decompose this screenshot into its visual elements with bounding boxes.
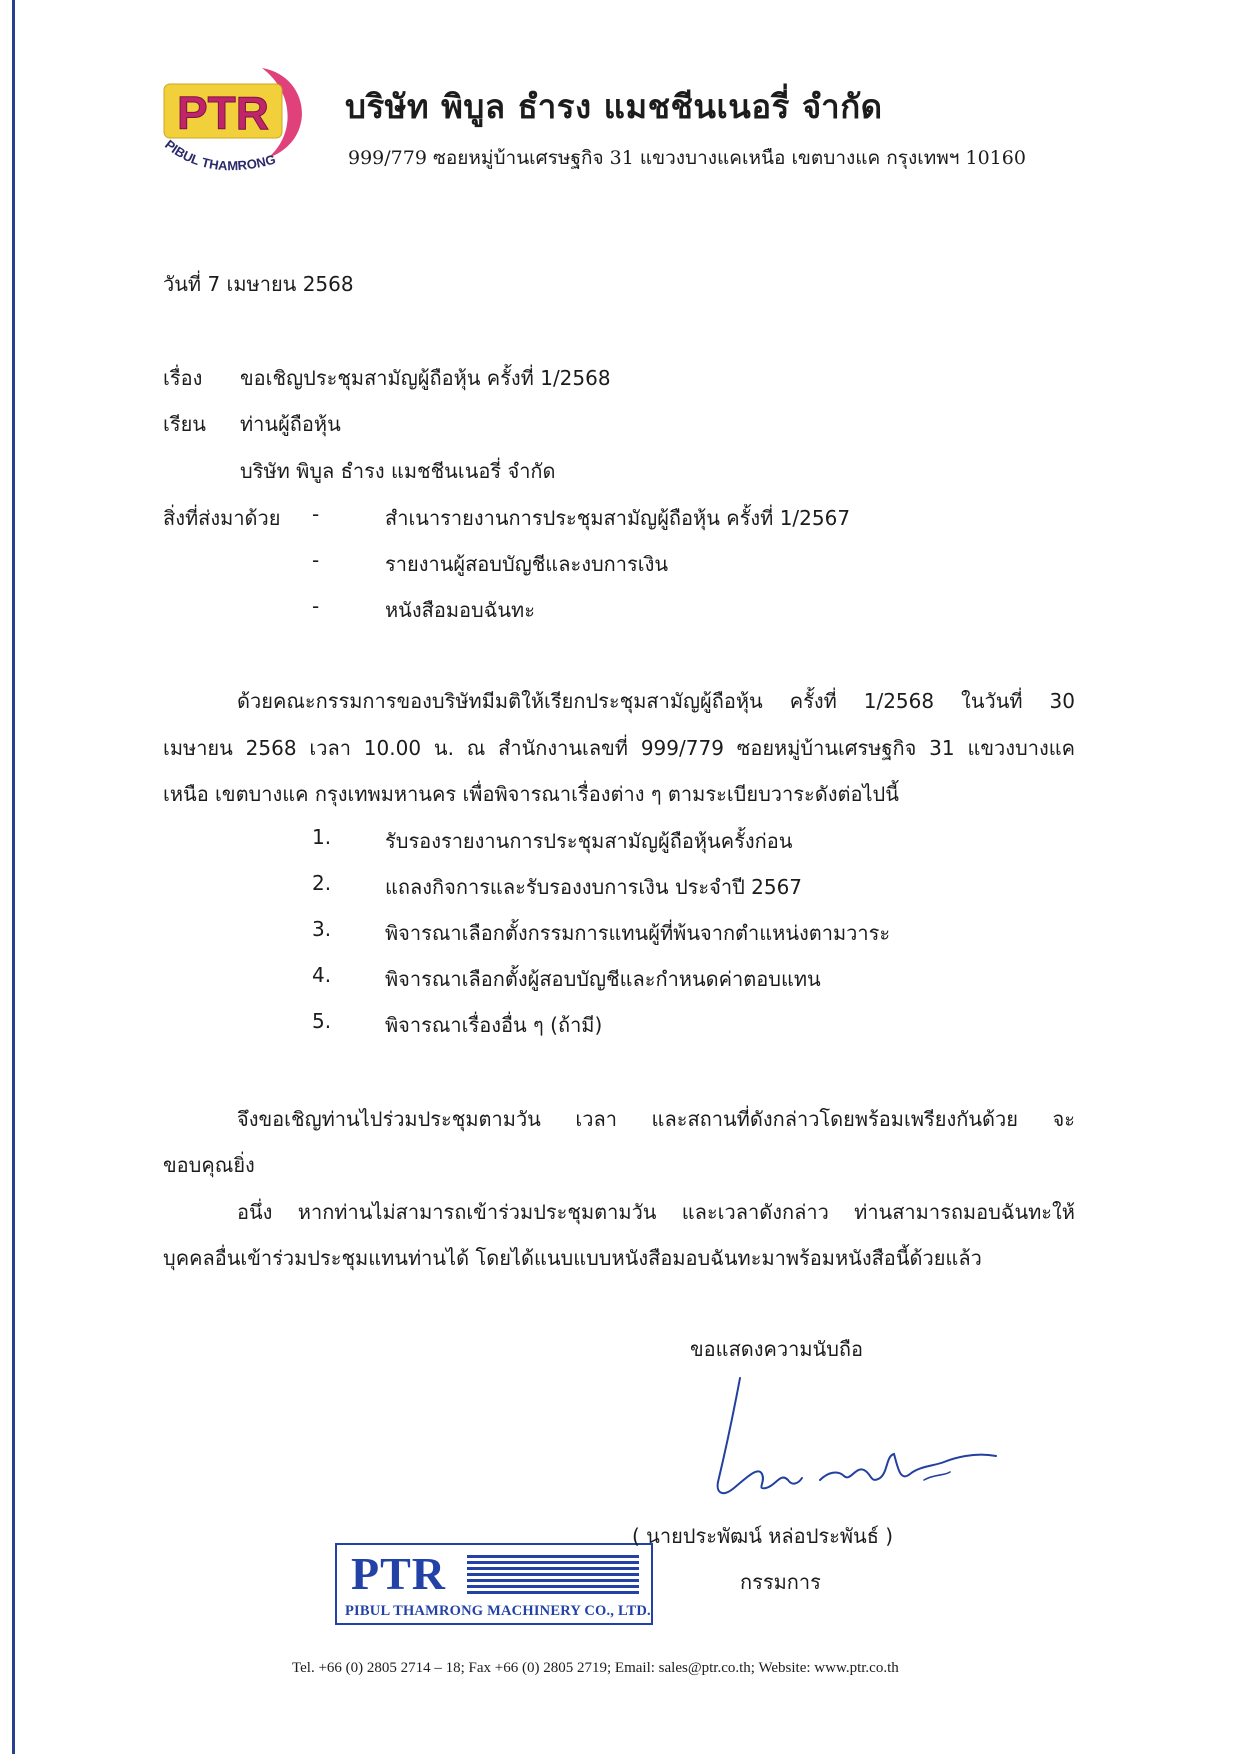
stamp-subtitle: PIBUL THAMRONG MACHINERY CO., LTD.	[345, 1603, 651, 1619]
signatory-name: ( นายประพัฒน์ หล่อประพันธ์ )	[632, 1524, 894, 1548]
stamp-title: PTR	[351, 1548, 446, 1599]
enclosure-item: รายงานผู้สอบบัญชีและงบการเงิน	[385, 552, 669, 576]
paragraph-line: เมษายน 2568 เวลา 10.00 น. ณ สำนักงานเลขที่ 999/779 ซอยหมู่บ้านเศรษฐกิจ 31 แขวงบางแค	[163, 736, 1075, 760]
paragraph-line: ขอบคุณยิ่ง	[163, 1153, 255, 1177]
stamp-stripes	[467, 1555, 639, 1595]
company-logo	[150, 62, 320, 192]
company-address: 999/779 ซอยหมู่บ้านเศรษฐกิจ 31 แขวงบางแคเหนือ เขตบางแค กรุงเทพฯ 10160	[348, 147, 1026, 169]
agenda-item: รับรองรายงานการประชุมสามัญผู้ถือหุ้นครั้งก่อน	[385, 829, 793, 853]
enclosure-item: สำเนารายงานการประชุมสามัญผู้ถือหุ้น ครั้งที่ 1/2567	[385, 506, 851, 530]
enclosure-bullet: -	[312, 502, 320, 526]
agenda-number: 2.	[312, 871, 332, 895]
recipient-line1: ท่านผู้ถือหุ้น	[240, 412, 341, 436]
letter-date: วันที่ 7 เมษายน 2568	[163, 272, 354, 296]
footer-contact: Tel. +66 (0) 2805 2714 – 18; Fax +66 (0) 2805 2719; Email: sales@ptr.co.th; Website: www.ptr.co.th	[292, 1660, 899, 1676]
signatory-position: กรรมการ	[740, 1570, 821, 1594]
enclosure-item: หนังสือมอบฉันทะ	[385, 598, 535, 622]
agenda-item: พิจารณาเลือกตั้งผู้สอบบัญชีและกำหนดค่าตอบแทน	[385, 967, 821, 991]
agenda-number: 4.	[312, 963, 332, 987]
enclosure-bullet: -	[312, 548, 320, 572]
agenda-item: พิจารณาเลือกตั้งกรรมการแทนผู้ที่พ้นจากตำแหน่งตามวาระ	[385, 921, 891, 945]
agenda-number: 3.	[312, 917, 332, 941]
company-stamp	[335, 1543, 653, 1625]
paragraph-line: อนึ่ง หากท่านไม่สามารถเข้าร่วมประชุมตามวัน และเวลาดังกล่าว ท่านสามารถมอบฉันทะให้	[237, 1200, 1075, 1224]
recipient-label: เรียน	[163, 412, 206, 436]
paragraph-line: บุคคลอื่นเข้าร่วมประชุมแทนท่านได้ โดยได้แนบแบบหนังสือมอบฉันทะมาพร้อมหนังสือนี้ด้วยแล้ว	[163, 1246, 982, 1270]
paragraph-line: ด้วยคณะกรรมการของบริษัทมีมติให้เรียกประชุมสามัญผู้ถือหุ้น ครั้งที่ 1/2568 ในวันที่ 30	[237, 689, 1075, 713]
agenda-item: แถลงกิจการและรับรองงบการเงิน ประจำปี 2567	[385, 875, 803, 899]
left-edge-line	[12, 0, 15, 1754]
paragraph-line: เหนือ เขตบางแค กรุงเทพมหานคร เพื่อพิจารณาเรื่องต่าง ๆ ตามระเบียบวาระดังต่อไปนี้	[163, 782, 899, 806]
closing-text: ขอแสดงความนับถือ	[690, 1337, 864, 1361]
recipient-line2: บริษัท พิบูล ธำรง แมชชีนเนอรี่ จำกัด	[240, 459, 556, 483]
subject-label: เรื่อง	[163, 366, 203, 390]
agenda-number: 1.	[312, 825, 332, 849]
subject-text: ขอเชิญประชุมสามัญผู้ถือหุ้น ครั้งที่ 1/2568	[240, 366, 611, 390]
agenda-number: 5.	[312, 1009, 332, 1033]
paragraph-line: จึงขอเชิญท่านไปร่วมประชุมตามวัน เวลา และสถานที่ดังกล่าวโดยพร้อมเพรียงกันด้วย จะ	[237, 1107, 1075, 1131]
company-name: บริษัท พิบูล ธำรง แมชชีนเนอรี่ จำกัด	[345, 87, 883, 126]
logo-arc-text: PIBUL THAMRONG	[162, 136, 278, 174]
agenda-item: พิจารณาเรื่องอื่น ๆ (ถ้ามี)	[385, 1013, 603, 1037]
logo-ptr-text: PTR	[177, 87, 269, 139]
enclosure-bullet: -	[312, 594, 320, 618]
enclosures-label: สิ่งที่ส่งมาด้วย	[163, 506, 281, 530]
